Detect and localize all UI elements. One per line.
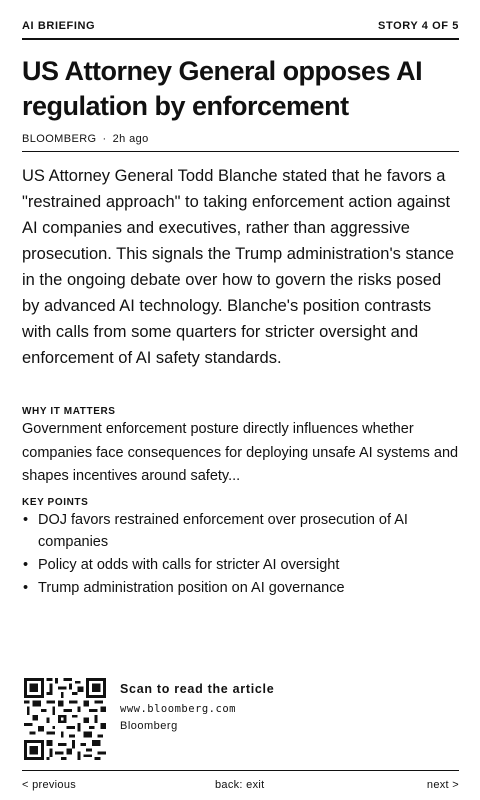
- qr-code-icon[interactable]: [24, 678, 106, 760]
- article-title: US Attorney General opposes AI regulation by enforcement: [22, 56, 423, 121]
- article-url[interactable]: www.bloomberg.com: [120, 703, 236, 715]
- key-point-item: • Trump administration position on AI governance: [22, 577, 459, 599]
- key-points-list: [22, 509, 459, 600]
- top-bar: [22, 20, 459, 40]
- bullet-icon: •: [23, 512, 29, 528]
- briefing-page: [22, 0, 459, 800]
- key-point-item: • DOJ favors restrained enforcement over prosecution of AI companies: [22, 509, 459, 553]
- bullet-icon: •: [23, 580, 29, 596]
- qr-caption: [120, 682, 274, 732]
- article-source: BLOOMBERG: [22, 133, 97, 145]
- why-it-matters-text: Government enforcement posture directly influences whether companies face consequences for deploying unsafe AI systems and shapes incentives around safety...: [22, 421, 459, 484]
- previous-button[interactable]: < previous: [22, 779, 77, 791]
- footer-nav: [22, 770, 459, 795]
- key-points-label: KEY POINTS: [22, 497, 89, 508]
- scan-label: Scan to read the article: [120, 682, 275, 696]
- section-label: AI BRIEFING: [22, 20, 96, 32]
- article-body: US Attorney General Todd Blanche stated that he favors a "restrained approach" to taking enforcement action against AI companies and executives, rather than aggressive prosecution. This signals the Trump administration's stance in the ongoing debate over how to govern the risks posed by advanced AI technology. Blanche's position contrasts with calls from some quarters for stricter oversight and enforcement of AI safety standards.: [22, 167, 455, 367]
- article-meta: [22, 133, 459, 152]
- qr-source-name: Bloomberg: [120, 720, 178, 732]
- next-button[interactable]: next >: [426, 779, 459, 791]
- key-point-item: • Policy at odds with calls for stricter AI oversight: [22, 554, 459, 576]
- bullet-icon: •: [23, 557, 29, 573]
- why-it-matters-label: WHY IT MATTERS: [22, 406, 116, 417]
- story-counter: STORY 4 OF 5: [378, 20, 459, 32]
- meta-separator: ·: [102, 133, 107, 145]
- back-exit-button[interactable]: back: exit: [215, 779, 265, 791]
- article-time: 2h ago: [112, 133, 149, 145]
